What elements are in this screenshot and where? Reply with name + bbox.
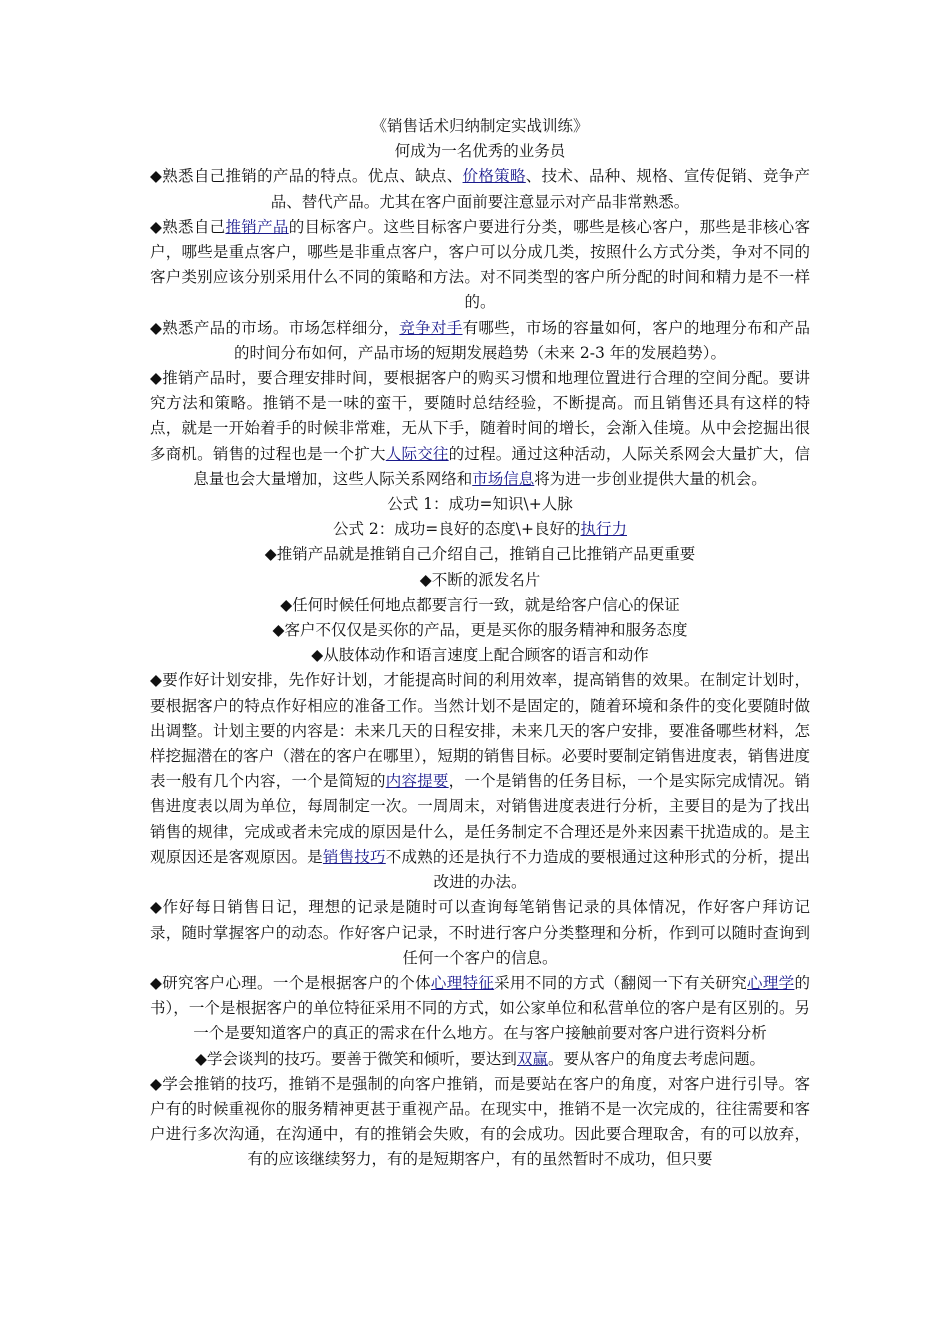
document-title: 《销售话术归纳制定实战训练》 [371, 117, 589, 135]
paragraph [150, 593, 810, 618]
keyword-link[interactable]: 价格策略 [462, 167, 526, 186]
keyword-link[interactable]: 内容提要 [385, 772, 449, 791]
document-body [150, 164, 810, 1172]
paragraph-text: ◆要作好计划安排，先作好计划，才能提高时间的利用效率，提高销售的效果。在制定计划时，要根据客户的特点作好相应的准备工作。当然计划不是固定的，随着环境和条件的变化要随时做出调整。计划主要的内容是：未来几天的日程安排，未来几天的客户安排，要准备哪些材料，怎样挖掘潜在的客户（潜在的客户在哪里），短期的销售目标。必要时要制定销售进度表，销售进度表一般有几个内容，一个是简短的 [150, 671, 810, 791]
paragraph-text: 不成熟的还是执行不力造成的要根通过这种形式的分析，提出改进的办法。 [385, 847, 810, 892]
paragraph [150, 316, 810, 366]
paragraph-text: 的过程。通过这种活动，人际关系网会大量扩大，信息量也会大量增加，这些人际关系网络和 [193, 444, 810, 488]
paragraph [150, 895, 810, 971]
keyword-link[interactable]: 销售技巧 [322, 847, 386, 866]
paragraph [150, 643, 810, 668]
paragraph [150, 668, 810, 895]
keyword-link[interactable]: 推销产品 [225, 217, 289, 236]
paragraph [150, 618, 810, 643]
paragraph [150, 1072, 810, 1173]
paragraph-text: ◆从肢体动作和语言速度上配合顾客的语言和动作 [311, 646, 649, 665]
paragraph-text: ◆研究客户心理。一个是根据客户的个体 [150, 973, 431, 992]
paragraph-text: 有哪些，市场的容量如何，客户的地理分布和产品的时间分布如何，产品市场的短期发展趋势（未来 2-3 年的发展趋势）。 [233, 318, 810, 362]
paragraph-text: ◆熟悉自己 [150, 217, 226, 236]
keyword-link[interactable]: 市场信息 [472, 469, 535, 488]
paragraph-text: ◆推销产品时，要合理安排时间，要根据客户的购买习惯和地理位置进行合理的空间分配。要讲究方法和策略。推销不是一味的蛮干，要随时总结经验，不断提高。而且销售还具有这样的特点，就是一开始着手的时候非常难，无从下手，随着时间的增长，会渐入佳境。从中会挖掘出很多商机。销售的过程也是一个扩大 [150, 369, 810, 463]
paragraph-text: ◆熟悉自己推销的产品的特点。优点、缺点、 [150, 167, 463, 186]
paragraph-text: ◆学会推销的技巧，推销不是强制的向客户推销，而是要站在客户的角度，对客户进行引导。客户有的时候重视你的服务精神更甚于重视产品。在现实中，推销不是一次完成的，往往需要和客户进行多次沟通，在沟通中，有的推销会失败，有的会成功。因此要合理取舍，有的可以放弃，有的应该继续努力，有的是短期客户，有的虽然暂时不成功，但只要 [150, 1074, 810, 1169]
paragraph-text: ◆不断的派发名片 [419, 570, 541, 589]
document-subtitle: 何成为一名优秀的业务员 [394, 142, 566, 161]
paragraph-text: 、技术、品种、规格、宣传促销、竞争产品、替代产品。尤其在客户面前要注意显示对产品非常熟悉。 [270, 167, 810, 211]
paragraph-text: 将为进一步创业提供大量的机会。 [534, 469, 767, 488]
paragraph-text: 公式 2：成功=良好的态度\+良好的 [332, 520, 581, 539]
paragraph-text: ◆作好每日销售日记，理想的记录是随时可以查询每笔销售记录的具体情况，作好客户拜访记录，随时掌握客户的动态。作好客户记录，不时进行客户分类整理和分析，作到可以随时查询到任何一个客户的信息。 [150, 898, 810, 967]
paragraph-text: ◆任何时候任何地点都要言行一致，就是给客户信心的保证 [280, 595, 680, 614]
paragraph-text: ◆客户不仅仅是买你的产品，更是买你的服务精神和服务态度 [272, 621, 688, 640]
paragraph [150, 971, 810, 1047]
paragraph [150, 366, 810, 492]
paragraph [150, 568, 810, 593]
paragraph [150, 492, 810, 517]
paragraph [150, 1047, 810, 1072]
paragraph-text: 公式 1：成功=知识\+人脉 [387, 495, 573, 514]
document-page [150, 114, 810, 1173]
keyword-link[interactable]: 心理学 [747, 973, 795, 992]
paragraph-text: ◆熟悉产品的市场。市场怎样细分， [150, 318, 400, 337]
paragraph-text: ◆学会谈判的技巧。要善于微笑和倾听，要达到 [195, 1049, 517, 1068]
paragraph [150, 517, 810, 542]
paragraph-text: ◆推销产品就是推销自己介绍自己，推销自己比推销产品更重要 [264, 545, 696, 564]
paragraph [150, 542, 810, 567]
paragraph [150, 164, 810, 214]
keyword-link[interactable]: 执行力 [580, 520, 627, 539]
keyword-link[interactable]: 双赢 [516, 1049, 548, 1068]
paragraph-text: 的目标客户。这些目标客户要进行分类，哪些是核心客户，那些是非核心客户，哪些是重点客户，哪些是非重点客户，客户可以分成几类，按照什么方式分类，争对不同的客户类别应该分别采用什么不同的策略和方法。对不同类型的客户所分配的时间和精力是不一样的。 [150, 217, 810, 312]
keyword-link[interactable]: 竞争对手 [399, 318, 463, 337]
keyword-link[interactable]: 心理特征 [430, 973, 495, 992]
paragraph-text: ，一个是销售的任务目标，一个是实际完成情况。销售进度表以周为单位，每周制定一次。一周周末，对销售进度表进行分析，主要目的是为了找出销售的规律，完成或者未完成的原因是什么，是任务制定不合理还是外来因素干扰造成的。是主观原因还是客观原因。是 [150, 772, 810, 866]
paragraph-text: 采用不同的方式（翻阅一下有关研究 [494, 973, 748, 992]
paragraph-text: 的书），一个是根据客户的单位特征采用不同的方式，如公家单位和私营单位的客户是有区别的。另一个是要知道客户的真正的需求在什么地方。在与客户接触前要对客户进行资料分析 [150, 973, 810, 1043]
paragraph-text: 。要从客户的角度去考虑问题。 [547, 1049, 765, 1068]
keyword-link[interactable]: 人际交往 [385, 444, 449, 463]
paragraph [150, 215, 810, 316]
